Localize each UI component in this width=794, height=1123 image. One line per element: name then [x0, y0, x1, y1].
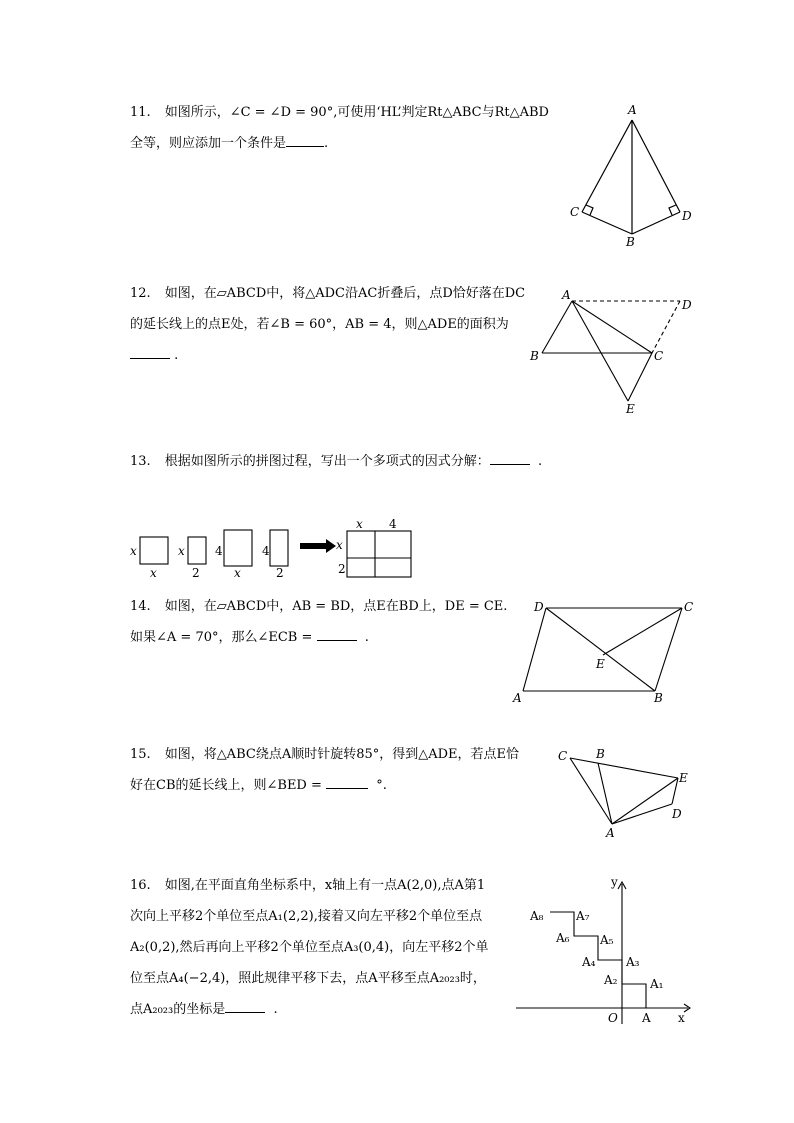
question-number: 14. [130, 599, 151, 614]
question-text: 点A₂₀₂₃的坐标是 [130, 1002, 226, 1017]
question-text: 如图，在▱ABCD中，AB = BD，点E在BD上，DE = CE. [164, 599, 508, 614]
label-4: 4 [262, 544, 270, 558]
question-number: 16. [130, 878, 151, 893]
label-2: 2 [338, 562, 346, 576]
label-x: x [678, 1011, 685, 1025]
question-text: 如图，在▱ABCD中，将△ADC沿AC折叠后，点D恰好落在DC [164, 286, 526, 301]
figure-q11-kite [560, 100, 700, 250]
label-D: D [682, 298, 692, 312]
question-text: 如图所示，∠C = ∠D = 90°,可使用‘HL’判定Rt△ABC与Rt△ABD [164, 105, 549, 120]
label-A: A [642, 1011, 651, 1025]
question-14 [130, 591, 507, 653]
label-O: O [608, 1011, 618, 1025]
label-x: x [130, 544, 137, 558]
question-12 [130, 278, 525, 371]
label-B: B [626, 235, 635, 249]
label-E: E [679, 771, 688, 785]
answer-blank[interactable] [490, 450, 530, 465]
label-y: y [611, 875, 618, 889]
label-A7: A₇ [576, 909, 590, 923]
question-text: . [273, 1002, 278, 1017]
label-4: 4 [215, 544, 223, 558]
label-A1: A₁ [650, 977, 664, 991]
label-B: B [654, 691, 663, 705]
question-text: 的延长线上的点E处，若∠B = 60°，AB = 4，则△ADE的面积为 [130, 317, 509, 332]
question-text: 全等，则应添加一个条件是 [130, 136, 287, 151]
label-C: C [684, 600, 694, 614]
figure-q12-parallelogram-fold [528, 285, 698, 415]
label-E: E [596, 657, 605, 671]
question-number: 15. [130, 747, 151, 762]
question-text: . [364, 630, 369, 645]
label-A: A [562, 288, 571, 302]
question-text: 次向上平移2个单位至点A₁(2,2),接着又向左平移2个单位至点 [130, 909, 483, 924]
answer-blank[interactable] [326, 774, 368, 789]
question-number: 12. [130, 286, 151, 301]
question-number: 13. [130, 454, 151, 469]
label-E: E [626, 402, 635, 416]
label-x: x [234, 566, 241, 580]
label-B: B [596, 747, 605, 761]
label-B: B [530, 349, 539, 363]
question-text: . [174, 348, 179, 363]
figure-q16-coordinate-path [516, 874, 696, 1034]
question-text: 如果∠A = 70°，那么∠ECB = [130, 630, 317, 645]
figure-q13-tiles [128, 515, 428, 585]
figure-q15-rotation [552, 746, 702, 846]
label-2: 2 [192, 566, 200, 580]
label-D: D [534, 600, 544, 614]
question-text: 如图,在平面直角坐标系中，x轴上有一点A(2,0),点A第1 [164, 878, 486, 893]
question-11 [130, 97, 549, 159]
question-text: 根据如图所示的拼图过程，写出一个多项式的因式分解： [164, 454, 490, 469]
question-text: . [324, 136, 329, 151]
label-A6: A₆ [556, 931, 570, 945]
label-A2: A₂ [604, 973, 618, 987]
label-2: 2 [276, 566, 284, 580]
label-x: x [150, 566, 157, 580]
label-D: D [682, 209, 692, 223]
question-16 [130, 870, 489, 1025]
question-text: °. [376, 778, 387, 793]
label-A5: A₅ [600, 933, 614, 947]
question-text: 位至点A₄(−2,4)，照此规律平移下去，点A平移至点A₂₀₂₃时， [130, 971, 486, 986]
label-C: C [654, 349, 664, 363]
answer-blank[interactable] [286, 132, 324, 147]
label-A8: A₈ [530, 909, 544, 923]
label-x: x [356, 517, 363, 531]
figure-q14-parallelogram [510, 598, 700, 708]
label-A: A [513, 691, 522, 705]
label-C: C [558, 749, 568, 763]
label-A: A [628, 103, 637, 117]
label-x: x [336, 538, 343, 552]
question-text: 好在CB的延长线上，则∠BED = [130, 778, 327, 793]
question-number: 11. [130, 105, 151, 120]
answer-blank[interactable] [225, 998, 265, 1013]
label-A4: A₄ [582, 955, 596, 969]
label-x: x [178, 544, 185, 558]
answer-blank[interactable] [130, 344, 170, 359]
question-13 [130, 446, 542, 477]
question-text: A₂(0,2),然后再向上平移2个单位至点A₃(0,4)，向左平移2个单 [130, 940, 489, 955]
question-15 [130, 739, 519, 801]
answer-blank[interactable] [317, 626, 357, 641]
label-A: A [606, 826, 615, 840]
question-text: 如图，将△ABC绕点A顺时针旋转85°，得到△ADE，若点E恰 [164, 747, 520, 762]
arrow-icon [300, 539, 336, 553]
label-C: C [570, 205, 580, 219]
label-A3: A₃ [626, 955, 640, 969]
label-4: 4 [389, 517, 397, 531]
label-D: D [672, 807, 682, 821]
question-text: . [537, 454, 543, 469]
